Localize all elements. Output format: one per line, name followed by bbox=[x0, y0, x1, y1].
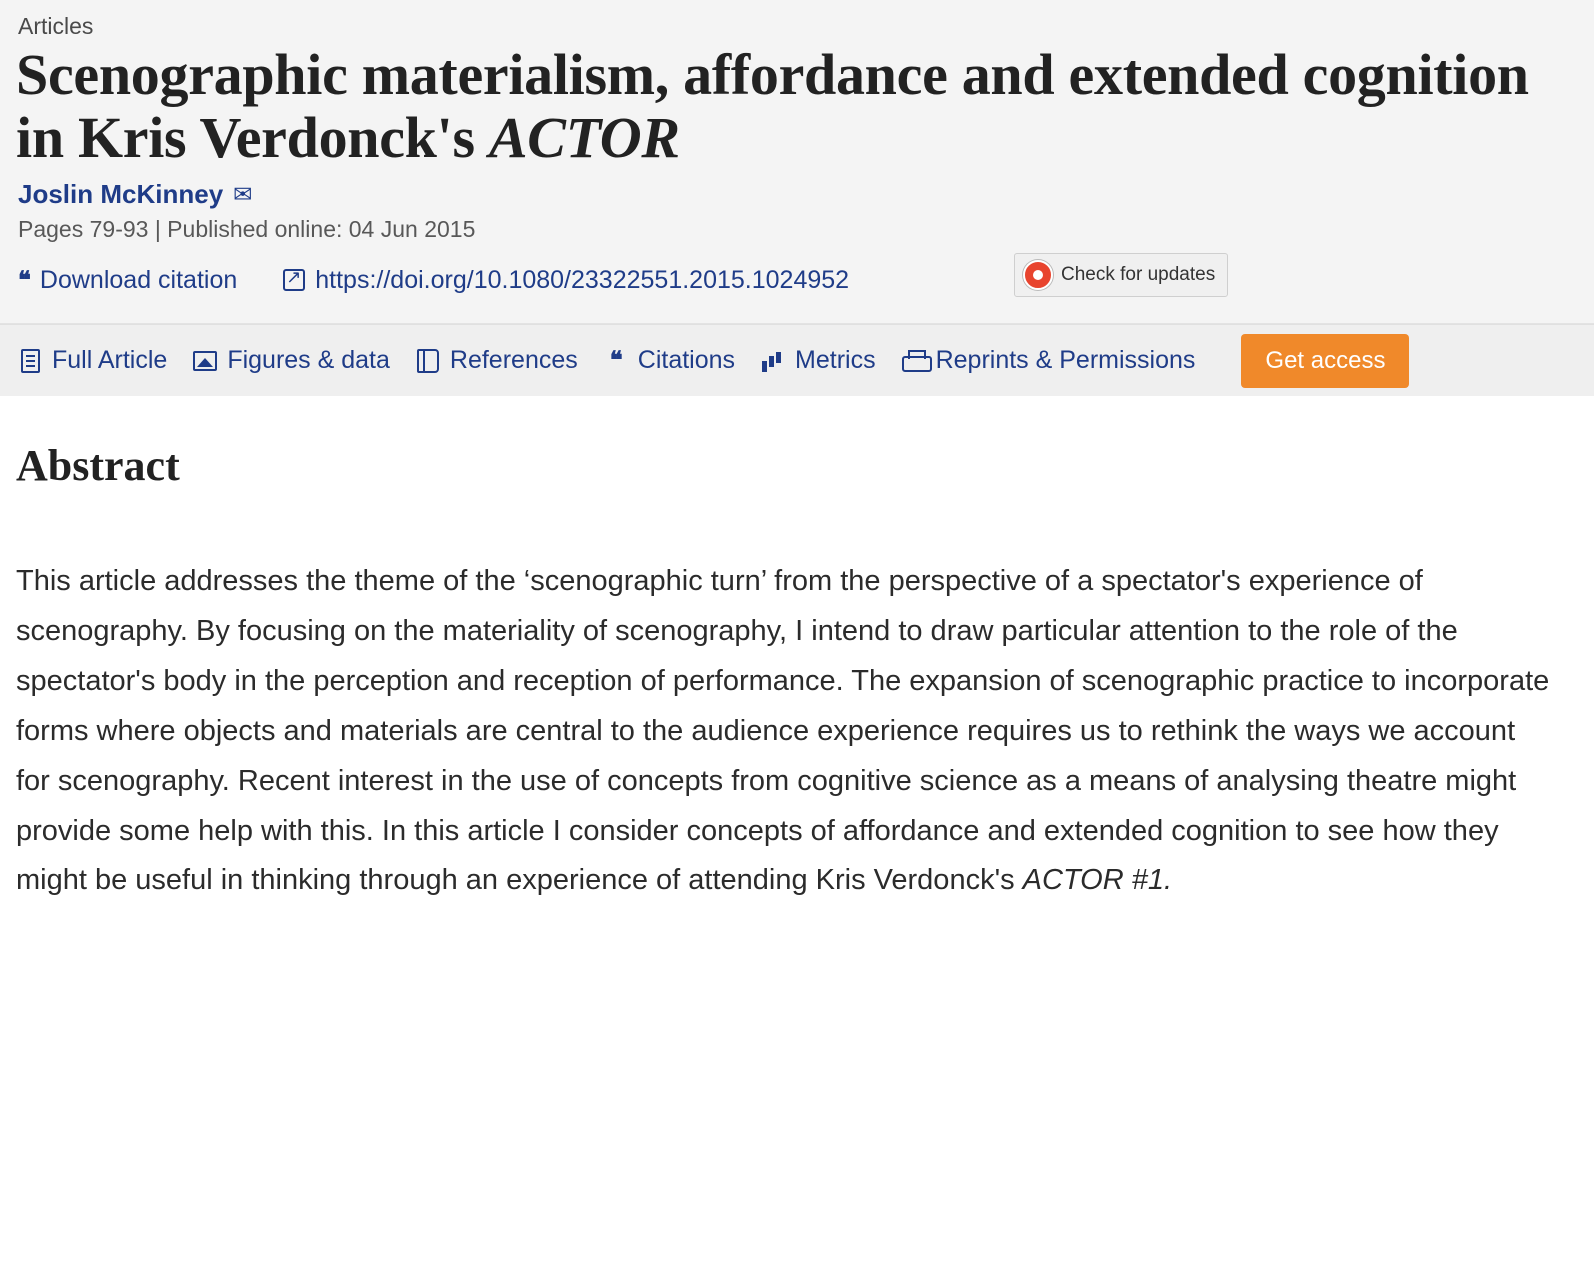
article-meta-row bbox=[16, 261, 1578, 323]
doi-link[interactable] bbox=[283, 266, 849, 295]
abstract-section bbox=[0, 396, 1594, 946]
breadcrumb[interactable]: Articles bbox=[18, 13, 94, 39]
abstract-heading: Abstract bbox=[16, 441, 180, 491]
tab-metrics-label: Metrics bbox=[795, 346, 876, 375]
page-title bbox=[16, 41, 1578, 170]
document-icon bbox=[18, 348, 42, 374]
printer-icon bbox=[902, 348, 926, 374]
image-icon bbox=[193, 348, 217, 374]
quote-icon: ❝ bbox=[18, 266, 30, 294]
page-title-text: Scenographic materialism, affordance and extended cognition in Kris Verdonck's bbox=[16, 41, 1529, 170]
envelope-icon[interactable]: ✉ bbox=[233, 181, 253, 208]
tab-figures-and-data[interactable] bbox=[189, 325, 412, 396]
get-access-button[interactable]: Get access bbox=[1241, 334, 1409, 388]
pages-published-line: Pages 79-93 | Published online: 04 Jun 2015 bbox=[18, 216, 476, 243]
crossmark-icon bbox=[1023, 260, 1053, 290]
tab-references[interactable] bbox=[412, 325, 600, 396]
article-tabbar bbox=[0, 324, 1594, 396]
abstract-text bbox=[16, 557, 1556, 906]
bar-chart-icon bbox=[761, 348, 785, 374]
doi-label: https://doi.org/10.1080/23322551.2015.1024952 bbox=[315, 265, 850, 294]
check-for-updates-label: Check for updates bbox=[1061, 264, 1216, 286]
tab-citations-label: Citations bbox=[637, 346, 736, 375]
tab-citations[interactable] bbox=[600, 325, 757, 396]
tab-full-article[interactable] bbox=[16, 325, 189, 396]
article-header bbox=[0, 0, 1594, 324]
author-link[interactable]: Joslin McKinney bbox=[18, 179, 224, 210]
tab-metrics[interactable] bbox=[757, 325, 898, 396]
abstract-text-main: This article addresses the theme of the ‘scenographic turn’ from the perspective of a spectator's experience of scenography. By focusing on the materiality of scenography, I intend to draw particular attention to the role of the spectator's body in the perception and reception of performance. The expansion of scenographic practice to incorporate forms where objects and materials are central to the audience experience requires us to rethink the ways we account for scenography. Recent interest in the use of concepts from cognitive science as a means of analysing theatre might provide some help with this. In this article I consider concepts of affordance and extended cognition to see how they might be useful in thinking through an experience of attending Kris Verdonck's bbox=[16, 565, 1550, 897]
tab-references-label: References bbox=[449, 346, 578, 375]
check-for-updates-button[interactable] bbox=[1014, 253, 1228, 297]
external-link-icon bbox=[283, 269, 305, 291]
abstract-text-italic: ACTOR #1. bbox=[1022, 864, 1173, 897]
authors-row bbox=[18, 179, 1578, 210]
tab-reprints-and-permissions-label: Reprints & Permissions bbox=[935, 346, 1196, 375]
tab-full-article-label: Full Article bbox=[52, 346, 168, 375]
tab-figures-and-data-label: Figures & data bbox=[227, 346, 390, 375]
download-citation-label: Download citation bbox=[39, 265, 238, 294]
quote-icon: ❝ bbox=[609, 346, 622, 374]
tab-reprints-and-permissions[interactable] bbox=[898, 325, 1218, 396]
page-title-italic: ACTOR bbox=[488, 104, 680, 170]
download-citation-button[interactable] bbox=[18, 266, 237, 295]
book-icon bbox=[416, 348, 440, 374]
